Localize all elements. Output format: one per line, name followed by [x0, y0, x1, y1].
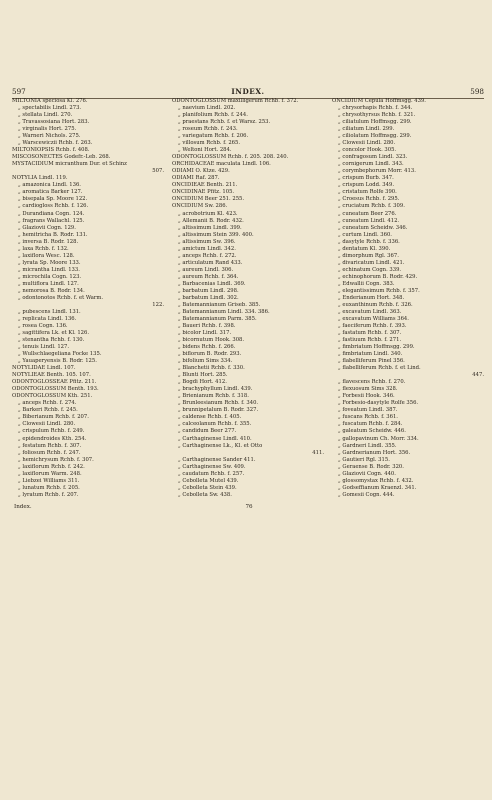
index-entry: 507. — [152, 168, 164, 175]
index-entry: ONCIDIUM Beer 251. 255. — [172, 196, 245, 203]
index-entry: „ sagittifera Lk. et Kl. 126. — [18, 330, 90, 337]
index-entry: „ flabelliferum Pinel 356. — [338, 358, 405, 365]
index-entry: „ bifolium Sims 334. — [178, 358, 233, 365]
index-entry: „ laxiflorum Rchb. f. 242. — [18, 463, 85, 470]
index-entry: 447. — [472, 372, 484, 379]
index-entry: „ variegatum Rchb. f. 206. — [178, 133, 249, 140]
index-entry: „ Blunti Hort. 285. — [178, 372, 228, 379]
index-entry: „ barbatum Lindl. 298. — [178, 287, 239, 294]
index-entry: „ epidendroides Kth. 254. — [18, 435, 87, 442]
index-entry: „ anceps Rchb. f. 274. — [18, 400, 77, 407]
page-title: INDEX. — [231, 87, 265, 96]
index-entry: „ Carthaginense Sander 411. — [178, 456, 256, 463]
index-entry: „ caudatum Rchb. f. 257. — [178, 470, 245, 477]
index-entry: „ caldense Rchb. f. 405. — [178, 414, 242, 421]
index-column-2 — [172, 98, 324, 499]
index-entry: „ Clowesii Lindl. 280. — [338, 140, 396, 147]
index-entry: „ cornigerum Lindl. 343. — [338, 161, 404, 168]
index-entry: „ fimbriatum Hoffmsgg. 299. — [338, 344, 415, 351]
index-entry: „ articulatum Rand 433. — [178, 259, 243, 266]
index-entry: „ flexuosum Sims 328. — [338, 386, 398, 393]
index-entry: ONCIDIEAE Benth. 211. — [172, 182, 238, 189]
index-entry: MYSTACIDIUM micranthum Dur. et Schinz — [12, 161, 127, 168]
index-entry: „ replicata Lindl. 136. — [18, 315, 77, 322]
index-entry: „ acrobotrium Kl. 423. — [178, 210, 238, 217]
index-entry: „ galeatum Scheidw. 446. — [338, 428, 406, 435]
index-entry: „ elegantissimum Rchb. f. 357. — [338, 287, 420, 294]
index-entry: „ biflorum B. Rodr. 293. — [178, 351, 242, 358]
index-entry: „ Edwallii Cogn. 383. — [338, 280, 395, 287]
index-entry: „ hemichrysum Rchb. f. 307. — [18, 456, 94, 463]
index-entry: „ concolor Hook. 305. — [338, 147, 397, 154]
index-entry: „ Gautieri Rgl. 315. — [338, 456, 390, 463]
index-entry: „ cuneatum Lindl. 412. — [338, 217, 400, 224]
index-column-3 — [332, 98, 484, 499]
index-entry: „ euxanthinum Rchb. f. 326. — [338, 301, 413, 308]
index-entry: MILTONIOPSIS Rchb. f. 408. — [12, 147, 90, 154]
index-entry: „ flabelliferum Rchb. f. et Lind. — [338, 365, 421, 372]
index-entry: MILTONIA speciosa Kl. 276. — [12, 98, 88, 104]
index-entry: „ Glaziovii Cogn. 129. — [18, 224, 76, 231]
index-entry: NOTYLIDAE Lindl. 107. — [12, 365, 76, 372]
index-entry: „ fimbriatum Lindl. 340. — [338, 351, 403, 358]
index-entry: „ cuneatum Scheidw. 346. — [338, 224, 408, 231]
index-entry: „ brachyphyllum Lindl. 439. — [178, 386, 253, 393]
index-entry: „ altissimum Lindl. 399. — [178, 224, 242, 231]
index-entry: „ Warscewiczii Rchb. f. 263. — [18, 140, 93, 147]
index-entry: „ Godseffianum Kraenzl. 341. — [338, 484, 417, 491]
index-entry: „ Batemannianum Lindl. 334. 386. — [178, 308, 270, 315]
index-entry: „ stenantha Rchb. f. 130. — [18, 337, 85, 344]
index-entry: „ spectabilis Lindl. 273. — [18, 105, 82, 112]
index-entry: „ Clowesii Lindl. 280. — [18, 421, 76, 428]
index-entry: „ foliosum Rchb. f. 247. — [18, 449, 81, 456]
index-entry: „ amazonica Lindl. 136. — [18, 182, 81, 189]
right-page-number: 598 — [470, 87, 484, 96]
index-entry: „ rosea Cogn. 136. — [18, 323, 68, 329]
index-entry: „ tenuis Lindl. 127. — [18, 344, 70, 351]
index-entry: „ fuscans Rchb. f. 361. — [338, 414, 398, 421]
index-entry: MISCOSONECTES Godefr.-Leb. 268. — [12, 154, 111, 161]
index-entry: „ Travassosiana Hort. 283. — [18, 119, 90, 126]
index-entry: „ roseum Rchb. f. 243. — [178, 126, 238, 133]
index-entry: „ ciliolatum Hoffmsgg. 299. — [338, 133, 412, 140]
index-entry: „ Brienianum Rchb. f. 318. — [178, 393, 249, 400]
index-entry: „ Baueri Rchb. f. 398. — [178, 323, 236, 329]
index-entry: „ ciliatum Lindl. 299. — [338, 126, 395, 133]
index-entry: „ Allemanii B. Rodr. 432. — [178, 217, 244, 224]
index-entry: „ dasytyle Rchb. f. 336. — [338, 238, 400, 245]
index-entry: „ multiflora Lindl. 127. — [18, 280, 79, 287]
index-entry: ODIAMI O. Ktze. 429. — [172, 168, 230, 175]
index-entry: „ Gardnerianum Hort. 356. — [338, 449, 411, 456]
index-entry: „ micrantha Lindl. 133. — [18, 266, 80, 273]
index-entry: NOTYLIA Lindl. 119. — [12, 175, 68, 182]
index-entry: „ excavatum Williams 364. — [338, 315, 409, 322]
index-entry: „ Cebolleta Stein 439. — [178, 484, 237, 491]
footer-page-number: 76 — [245, 504, 253, 510]
index-entry: „ calceolanum Rchb. f. 355. — [178, 421, 252, 428]
index-entry: „ naevium Lindl. 202. — [178, 105, 236, 112]
index-entry: „ curtum Lindl. 360. — [338, 231, 392, 238]
index-entry: „ laxa Rchb. f. 132. — [18, 245, 69, 252]
index-entry: „ Yauaperyensis B. Rodr. 125. — [18, 358, 97, 365]
index-entry: „ Batemannianum Griseb. 385. — [178, 301, 261, 308]
index-entry: ODONTOGLOSSEAE Pfitz. 211. — [12, 379, 97, 386]
index-entry: „ altissimum Sw. 396. — [178, 238, 236, 245]
page-header — [12, 80, 484, 99]
index-entry: „ bicolor Lindl. 317. — [178, 330, 232, 337]
index-entry: „ Biberianum Rchb. f. 207. — [18, 414, 89, 421]
index-entry: „ crispulum Rchb. f. 249. — [18, 428, 85, 435]
index-entry: „ Carthaginense Lindl. 410. — [178, 435, 252, 442]
index-entry: „ Warneri Nichols. 275. — [18, 133, 81, 140]
index-entry: „ cuneatum Beer 276. — [338, 210, 397, 217]
index-entry: „ brunnipetalum B. Rodr. 327. — [178, 407, 259, 414]
index-entry: „ divaricatum Lindl. 421. — [338, 259, 405, 266]
index-entry: „ bidens Rchb. f. 266. — [178, 344, 236, 351]
index-entry: „ Brunleesianum Rchb. f. 340. — [178, 400, 259, 407]
index-entry: „ pubescens Lindl. 131. — [18, 308, 81, 315]
index-entry: „ microchila Cogn. 123. — [18, 273, 82, 280]
index-entry: „ foveatum Lindl. 387. — [338, 407, 398, 414]
index-entry: „ amictum Lindl. 342. — [178, 245, 236, 252]
index-column-1 — [12, 98, 164, 499]
index-entry: „ fuscatum Rchb. f. 284. — [338, 421, 403, 428]
index-entry: „ planifolium Rchb. f. 244. — [178, 112, 248, 119]
index-entry: „ Carthaginense Lk., Kl. et Otto — [178, 442, 263, 449]
index-entry: „ Glaziovii Cogn. 440. — [338, 470, 396, 477]
index-entry: ONCIDIUM Sw. 286. — [172, 203, 228, 210]
index-entry: „ Liebzei Williams 311. — [18, 477, 80, 484]
index-entry: „ barbatum Lindl. 302. — [178, 294, 239, 301]
index-entry: „ dimorphum Rgl. 367. — [338, 252, 399, 259]
index-entry: „ Wullschlaegeliana Focke 135. — [18, 351, 102, 358]
index-entry: „ echinophorum B. Rodr. 429. — [338, 273, 418, 280]
index-entry: „ aromatica Barker 127. — [18, 189, 83, 196]
index-entry: „ Enderianum Hort. 348. — [338, 294, 405, 301]
index-entry: „ lyrata Sp. Moore 133. — [18, 259, 81, 266]
index-entry: „ stellata Lindl. 270. — [18, 112, 73, 119]
index-entry: „ lunatum Rchb. f. 205. — [18, 484, 80, 491]
index-entry: „ nemorosa B. Rodr. 134. — [18, 287, 85, 294]
index-entry: „ Cebolleta Mutel 439. — [178, 477, 239, 484]
index-entry: ODONTOGLOSSUM Kth. 251. — [12, 393, 93, 400]
index-entry: „ glossomystax Rchb. f. 432. — [338, 477, 414, 484]
index-entry: ONCIDIUM Cepula Hoffmsgg. 439. — [332, 98, 426, 104]
index-entry: „ fastiuum Rchb. f. 271. — [338, 337, 402, 344]
index-entry: „ Durandiana Cogn. 124. — [18, 210, 85, 217]
index-entry: „ Carthaginense Sw. 409. — [178, 463, 246, 470]
index-entry: „ hemitricha B. Rodr. 131. — [18, 231, 88, 238]
index-entry: „ echinatum Cogn. 339. — [338, 266, 402, 273]
index-entry: „ laxiflorum Warm. 248. — [18, 470, 82, 477]
index-entry: ORCHIDACEAE maculata Lindl. 106. — [172, 161, 271, 168]
index-entry: „ cristatum Rolfe 390. — [338, 189, 397, 196]
index-entry: 411. — [312, 449, 324, 456]
index-entry: „ Gomesii Cogn. 444. — [338, 491, 395, 498]
index-entry: „ praestans Rchb. f. et Warsz. 253. — [178, 119, 271, 126]
index-entry: NOTYLIEAE Benth. 105. 107. — [12, 372, 91, 379]
index-entry: „ fastatum Rchb. f. 307. — [338, 330, 402, 337]
index-entry: „ excavatum Lindl. 363. — [338, 308, 402, 315]
index-entry: „ faeciferum Rchb. f. 393. — [338, 323, 407, 329]
index-entry: „ virginalis Hort. 275. — [18, 126, 77, 133]
index-entry: „ bicornutum Hook. 308. — [178, 337, 245, 344]
index-entry: „ Bogdi Hort. 412. — [178, 379, 227, 386]
index-entry: „ cardiogloss Rchb. f. 126. — [18, 203, 89, 210]
index-entry: „ chrysorhapis Rchb. f. 344. — [338, 105, 413, 112]
index-entry: „ Weltoni Hort. 284. — [178, 147, 232, 154]
index-entry: „ Blanchetii Rchb. f. 330. — [178, 365, 245, 372]
index-entry: „ Forbesio-dasytyle Rolfe 356. — [338, 400, 419, 407]
index-entry: „ inversa B. Rodr. 128. — [18, 238, 79, 245]
index-entry: „ corymbephorum Morr. 413. — [338, 168, 416, 175]
index-entry: „ Barbacenias Lindl. 369. — [178, 280, 246, 287]
index-entry: ODONTOGLOSSUM Benth. 193. — [12, 386, 99, 393]
index-entry: „ lyratum Rchb. f. 207. — [18, 491, 79, 498]
index-columns — [12, 98, 484, 499]
index-entry: „ Cebolleta Sw. 438. — [178, 491, 232, 498]
index-entry: „ villosum Rchb. f. 265. — [178, 140, 241, 147]
index-entry: „ Batemannianum Parm. 385. — [178, 315, 257, 322]
index-entry: „ Forbesii Hook. 346. — [338, 393, 395, 400]
index-entry: ODONTOGLOSSUM maxilligerum Rchb. f. 372. — [172, 98, 299, 104]
index-entry: „ odontonotos Rchb. f. et Warm. — [18, 294, 104, 301]
index-entry: „ gallopavinum Ch. Morr. 334. — [338, 435, 419, 442]
index-entry: „ crispum Burb. 347. — [338, 175, 394, 182]
index-entry: „ laxiflora Wesc. 128. — [18, 252, 75, 259]
index-entry: ONCIDINAE Pfitz. 105. — [172, 189, 235, 196]
index-entry: „ cruciatum Rchb. f. 309. — [338, 203, 405, 210]
index-entry: „ dentatum Kl. 390. — [338, 245, 391, 252]
index-entry: „ Geraense B. Rodr. 320. — [338, 463, 404, 470]
page-footer — [14, 500, 484, 510]
index-entry: ODONTOGLOSSUM Rchb. f. 205. 208. 240. — [172, 154, 289, 161]
left-page-number: 597 — [12, 87, 26, 96]
index-entry: „ confragosum Lindl. 323. — [338, 154, 408, 161]
index-entry: 122. — [152, 301, 164, 308]
index-entry: „ aureum Rchb. f. 364. — [178, 273, 239, 280]
index-entry: ODIAMI Raf. 287. — [172, 175, 220, 182]
index-entry: „ bisepala Sp. Moore 122. — [18, 196, 88, 203]
index-entry: „ candidum Beer 277. — [178, 428, 237, 435]
index-entry: „ flavescens Rchb. f. 270. — [338, 379, 406, 386]
index-entry: „ anceps Rchb. f. 272. — [178, 252, 237, 259]
index-entry: „ crispum Lodd. 349. — [338, 182, 394, 189]
index-entry: „ festatum Rchb. f. 307. — [18, 442, 82, 449]
footer-label: Index. — [14, 504, 32, 510]
index-entry: „ Barkeri Rchb. f. 245. — [18, 407, 78, 414]
index-entry: „ chrysothyrsus Rchb. f. 321. — [338, 112, 416, 119]
index-entry: „ Gardneri Lindl. 355. — [338, 442, 397, 449]
index-entry: „ Croesus Rchb. f. 295. — [338, 196, 400, 203]
index-entry: „ aureum Lindl. 306. — [178, 266, 234, 273]
index-entry: „ altissimum Stein 399. 400. — [178, 231, 254, 238]
index-entry: „ ciliatulum Hoffmsgg. 299. — [338, 119, 412, 126]
index-entry: „ fragrans Wallachl. 125. — [18, 217, 85, 224]
